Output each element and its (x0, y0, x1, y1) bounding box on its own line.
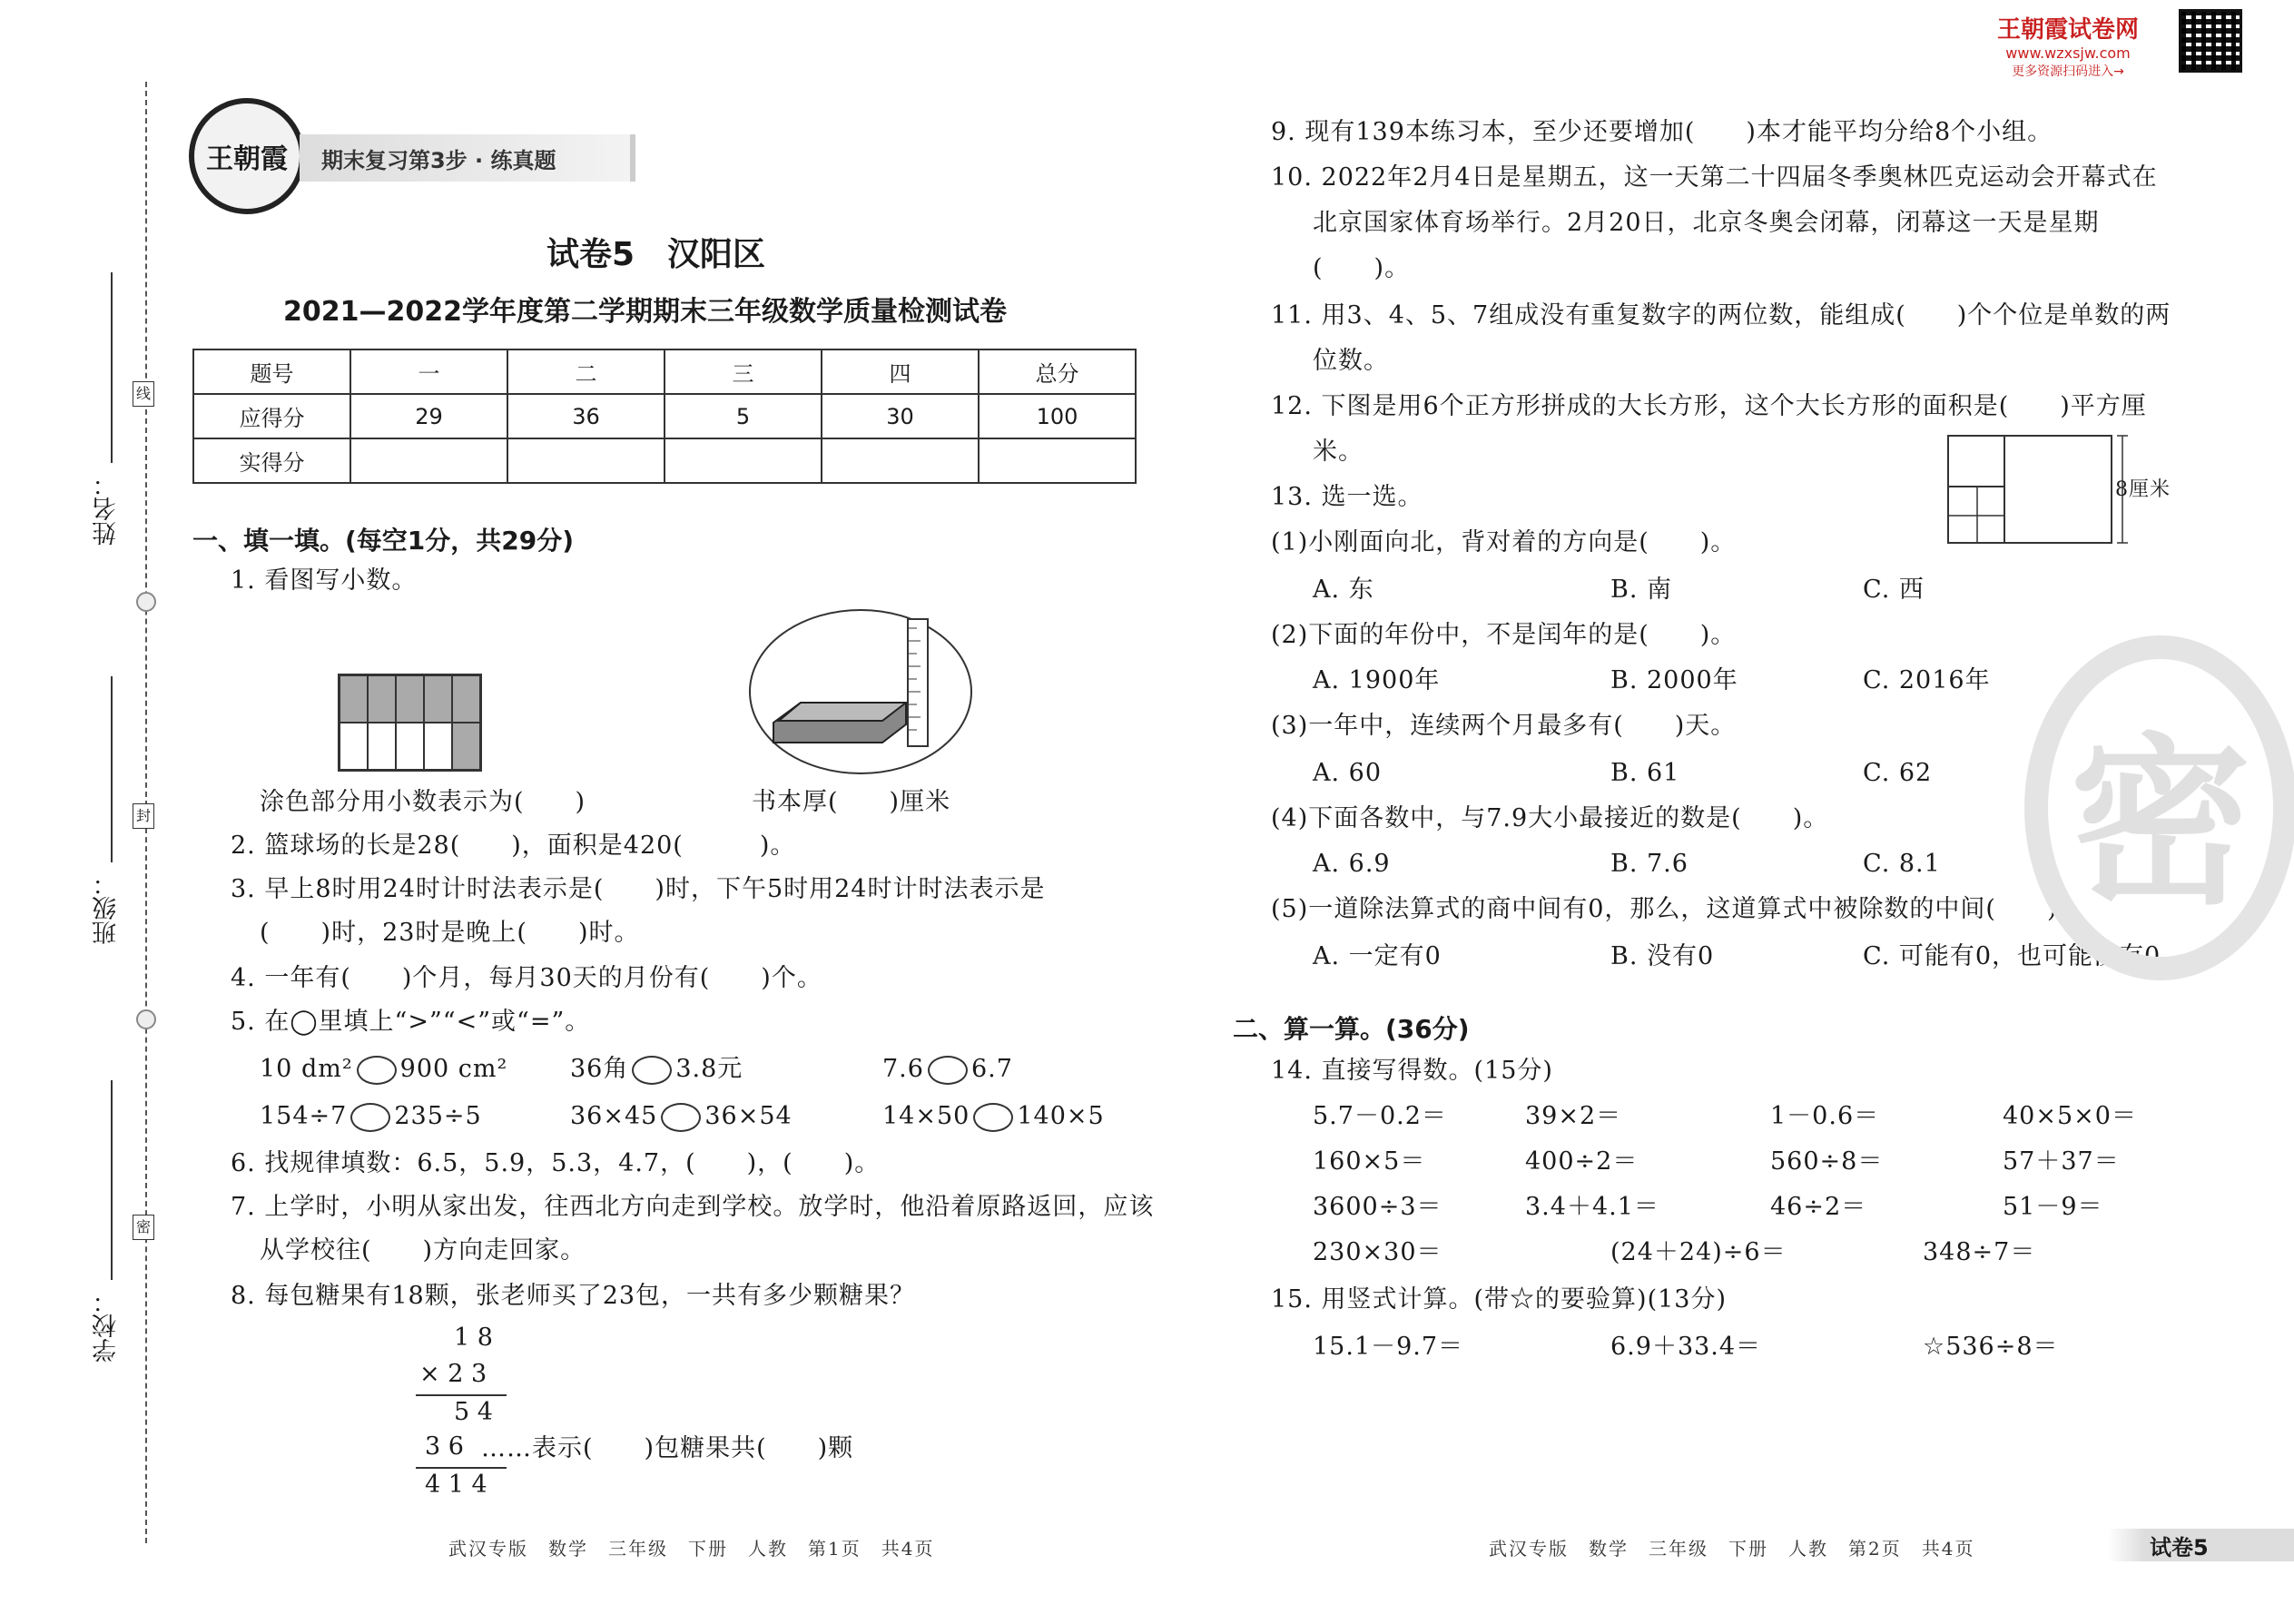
vertical-calc-line-1: 1 8 (454, 1324, 493, 1352)
compare-right: 900 cm² (399, 1055, 508, 1083)
choice-question: (4)下面各数中，与7.9大小最接近的数是( )。 (1271, 804, 1829, 832)
site-title: 王朝霞试卷网 (1997, 16, 2140, 44)
oral-calc: (24＋24)÷6＝ (1610, 1238, 1787, 1266)
question-5: 5. 在◯里填上“>”“<”或“=”。 (231, 1008, 591, 1036)
question-15: 15. 用竖式计算。(带☆的要验算)(13分) (1271, 1285, 1728, 1314)
decimal-grid-figure (338, 674, 482, 772)
question-10-line-1: 10. 2022年2月4日是星期五，这一天第二十四届冬季奥林匹克运动会开幕式在 (1271, 163, 2158, 192)
choice-option-a[interactable]: A. 一定有0 (1313, 942, 1442, 970)
watermark-text: 密 (2069, 717, 2251, 930)
oral-calc: 230×30＝ (1313, 1238, 1442, 1266)
name-line (111, 272, 113, 463)
oral-calc: 5.7－0.2＝ (1313, 1102, 1447, 1130)
compare-left: 154÷7 (260, 1102, 348, 1130)
choice-question: (3)一年中，连续两个月最多有( )天。 (1271, 712, 1737, 740)
compare-item (570, 1100, 793, 1133)
choice-question: (5)一道除法算式的商中间有0，那么，这道算式中被除数的中间( )。 (1271, 895, 2083, 923)
compare-right: 36×54 (704, 1102, 793, 1130)
choice-option-a[interactable]: A. 1900年 (1313, 666, 1441, 694)
question-8-note: ……表示( )包糖果共( )颗 (481, 1434, 854, 1462)
score-cell: 29 (350, 394, 507, 438)
question-1-caption-a: 涂色部分用小数表示为( ) (260, 788, 586, 816)
choice-option-b[interactable]: B. 没有0 (1610, 942, 1715, 970)
vertical-calc-item: 15.1－9.7＝ (1313, 1333, 1464, 1361)
choice-option-a[interactable]: A. 60 (1313, 759, 1383, 787)
exam-subtitle: 2021—2022学年度第二学期期末三年级数学质量检测试卷 (283, 296, 1007, 328)
choice-option-c[interactable]: C. 2016年 (1863, 666, 1991, 694)
choice-option-c[interactable]: C. 8.1 (1863, 850, 1941, 878)
section-1-heading: 一、填一填。(每空1分，共29分) (192, 526, 575, 556)
question-12-line-2: 米。 (1313, 438, 1364, 466)
vertical-calc-item: ☆536÷8＝ (1923, 1333, 2059, 1361)
school-line (111, 1080, 113, 1280)
choice-option-b[interactable]: B. 2000年 (1610, 666, 1738, 694)
class-line (111, 676, 113, 862)
question-8: 8. 每包糖果有18颗，张老师买了23包，一共有多少颗糖果？ (231, 1282, 916, 1310)
oral-calc: 400÷2＝ (1525, 1147, 1639, 1176)
vertical-calc-line-3: 5 4 (454, 1398, 493, 1426)
binding-box-2: 封 (133, 803, 154, 829)
compare-left: 36角 (570, 1055, 629, 1083)
footer-tag-bar (2108, 1529, 2294, 1561)
question-9: 9. 现有139本练习本，至少还要增加( )本才能平均分给8个小组。 (1271, 118, 2053, 146)
score-cell: 实得分 (193, 438, 350, 483)
section-2-heading: 二、算一算。(36分) (1233, 1014, 1470, 1044)
qr-code[interactable] (2179, 9, 2242, 73)
score-row-expected (193, 394, 1136, 438)
choice-option-b[interactable]: B. 7.6 (1610, 850, 1689, 878)
binding-hole-1 (136, 592, 156, 612)
question-7-line-2: 从学校往( )方向走回家。 (260, 1236, 586, 1265)
compare-circle[interactable] (350, 1103, 390, 1132)
choice-option-b[interactable]: B. 61 (1610, 759, 1680, 787)
compare-right: 235÷5 (394, 1102, 482, 1130)
logo-text: 王朝霞 (206, 143, 288, 175)
choice-option-a[interactable]: A. 东 (1313, 576, 1374, 604)
score-cell: 一 (350, 349, 507, 394)
compare-item (260, 1053, 507, 1086)
compare-item (882, 1053, 1013, 1086)
score-cell: 100 (979, 394, 1136, 438)
score-cell: 应得分 (193, 394, 350, 438)
score-cell: 二 (507, 349, 665, 394)
school-label: 学校： (93, 1289, 121, 1363)
footer-right: 武汉专版 数学 三年级 下册 人教 第2页 共4页 (1489, 1538, 1975, 1560)
footer-tag: 试卷5 (2150, 1534, 2209, 1560)
banner (300, 134, 635, 182)
question-3-line-2: ( )时，23时是晚上( )时。 (260, 919, 640, 947)
calc-rule-1 (416, 1394, 507, 1396)
compare-left: 10 dm² (260, 1055, 353, 1083)
question-1-caption-b: 书本厚( )厘米 (752, 788, 951, 816)
oral-calc: 1－0.6＝ (1770, 1102, 1880, 1130)
compare-left: 14×50 (882, 1102, 970, 1130)
compare-circle[interactable] (632, 1056, 672, 1085)
choice-option-b[interactable]: B. 南 (1610, 576, 1673, 604)
site-url: www.wzxsjw.com (2005, 44, 2131, 62)
logo-badge (189, 98, 305, 214)
score-cell: 总分 (979, 349, 1136, 394)
oral-calc: 51－9＝ (2003, 1193, 2103, 1221)
compare-left: 36×45 (570, 1102, 658, 1130)
oral-calc: 57＋37＝ (2003, 1147, 2120, 1176)
compare-circle[interactable] (357, 1056, 397, 1085)
binding-hole-2 (136, 1009, 156, 1029)
oral-calc: 560÷8＝ (1770, 1147, 1884, 1176)
choice-option-c[interactable]: C. 西 (1863, 576, 1925, 604)
choice-question: (1)小刚面向北，背对着的方向是( )。 (1271, 528, 1737, 556)
footer-left: 武汉专版 数学 三年级 下册 人教 第1页 共4页 (448, 1538, 935, 1560)
calc-rule-2 (416, 1467, 507, 1469)
banner-text: 期末复习第3步 · 练真题 (321, 147, 556, 173)
question-11-line-1: 11. 用3、4、5、7组成没有重复数字的两位数，能组成( )个个位是单数的两 (1271, 301, 2171, 330)
oral-calc: 160×5＝ (1313, 1147, 1426, 1176)
score-input-cell[interactable] (822, 438, 979, 483)
oral-calc: 40×5×0＝ (2003, 1102, 2137, 1130)
question-10-line-2: 北京国家体育场举行。2月20日，北京冬奥会闭幕，闭幕这一天是星期 (1313, 209, 2100, 237)
question-4: 4. 一年有( )个月，每月30天的月份有( )个。 (231, 964, 822, 992)
exam-title: 试卷5 汉阳区 (546, 236, 766, 273)
choice-option-c[interactable]: C. 可能有0，也可能没有0 (1863, 942, 2161, 970)
question-12-line-1: 12. 下图是用6个正方形拼成的大长方形，这个大长方形的面积是( )平方厘 (1271, 392, 2147, 420)
binding-box-3: 密 (133, 1215, 154, 1240)
vertical-calc-line-4: 3 6 (425, 1432, 464, 1461)
compare-circle[interactable] (928, 1056, 968, 1085)
site-tagline: 更多资源扫码进入→ (2012, 64, 2124, 79)
score-cell: 题号 (193, 349, 350, 394)
class-label: 班级： (93, 871, 121, 945)
score-input-cell[interactable] (507, 438, 665, 483)
score-row-actual (193, 438, 1136, 483)
compare-right: 3.8元 (675, 1055, 743, 1083)
brand-corner (1997, 11, 2139, 80)
vertical-calc-item: 6.9＋33.4＝ (1610, 1333, 1762, 1361)
score-table (192, 349, 1137, 484)
name-label: 姓名： (93, 472, 121, 546)
score-input-cell[interactable] (979, 438, 1136, 483)
rectangle-height-label: 8厘米 (2115, 478, 2171, 501)
choice-option-c[interactable]: C. 62 (1863, 759, 1933, 787)
score-cell: 5 (665, 394, 822, 438)
score-header-row (193, 349, 1136, 394)
question-14: 14. 直接写得数。(15分) (1271, 1057, 1553, 1085)
score-cell: 30 (822, 394, 979, 438)
book-ruler-figure (746, 606, 975, 777)
score-cell: 36 (507, 394, 665, 438)
choice-question: (2)下面的年份中，不是闰年的是( )。 (1271, 621, 1737, 649)
compare-right: 6.7 (970, 1055, 1013, 1083)
oral-calc: 39×2＝ (1525, 1102, 1622, 1130)
oral-calc: 46÷2＝ (1770, 1193, 1867, 1221)
question-6: 6. 找规律填数：6.5，5.9，5.3，4.7，( )，( )。 (231, 1149, 881, 1177)
question-10-line-3: ( )。 (1313, 254, 1411, 282)
oral-calc: 3600÷3＝ (1313, 1193, 1442, 1221)
question-13: 13. 选一选。 (1271, 483, 1423, 511)
vertical-calc-line-2: × 2 3 (419, 1360, 487, 1388)
compare-item (882, 1100, 1105, 1133)
score-input-cell[interactable] (665, 438, 822, 483)
compare-right: 140×5 (1017, 1102, 1105, 1130)
question-7-line-1: 7. 上学时，小明从家出发，往西北方向走到学校。放学时，他沿着原路返回，应该 (231, 1193, 1155, 1221)
choice-option-a[interactable]: A. 6.9 (1313, 850, 1391, 878)
oral-calc: 3.4＋4.1＝ (1525, 1193, 1659, 1221)
binding-box-1: 线 (133, 381, 154, 407)
compare-item (260, 1100, 482, 1133)
question-3-line-1: 3. 早上8时用24时计时法表示是( )时，下午5时用24时计时法表示是 (231, 875, 1046, 903)
compare-circle[interactable] (661, 1103, 701, 1132)
vertical-calc-line-5: 4 1 4 (425, 1471, 487, 1499)
question-2: 2. 篮球场的长是28( )，面积是420( )。 (231, 832, 796, 860)
score-cell: 四 (822, 349, 979, 394)
oral-calc: 348÷7＝ (1923, 1238, 2036, 1266)
question-11-line-2: 位数。 (1313, 347, 1389, 375)
question-1: 1. 看图写小数。 (231, 566, 418, 595)
score-input-cell[interactable] (350, 438, 507, 483)
compare-circle[interactable] (973, 1103, 1013, 1132)
score-cell: 三 (665, 349, 822, 394)
watermark-seal (2024, 635, 2294, 980)
compare-left: 7.6 (882, 1055, 924, 1083)
compare-item (570, 1053, 743, 1086)
